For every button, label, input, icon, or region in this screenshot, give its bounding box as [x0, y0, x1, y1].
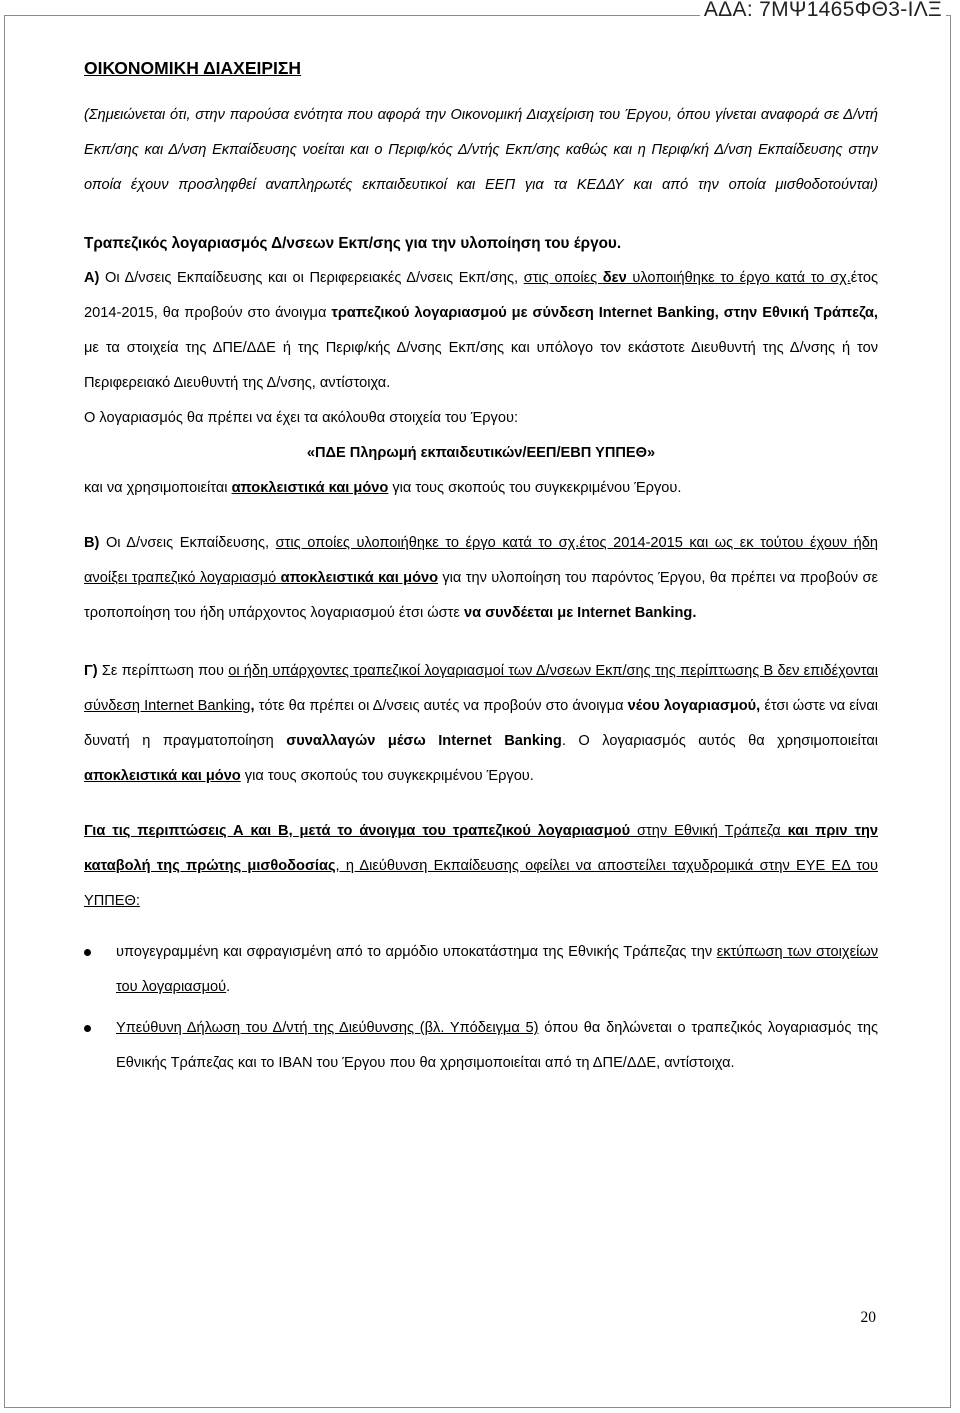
case-a-paragraph: Α) Οι Δ/νσεις Εκπαίδευσης και οι Περιφερειακές Δ/νσεις Εκπ/σης, στις οποίες δεν υλοποιήθηκε το έργο κατά το σχ.έτος 2014-2015, θα προβούν στο άνοιγμα τραπεζικού λογαριασμού με σύνδεση Internet Banking, στην Εθνική Τράπεζα, με τα στοιχεία της ΔΠΕ/ΔΔΕ ή της Περιφ/κής Δ/νσης Εκπ/σης και υπόλογο τον εκάστοτε Διευθυντή της Δ/νσης ή τον Περιφερειακό Διευθυντή της Δ/νσης, αντίστοιχα.: [84, 270, 879, 391]
account-name: «ΠΔΕ Πληρωμή εκπαιδευτικών/ΕΕΠ/ΕΒΠ ΥΠΠΕΘ»: [306, 445, 656, 461]
required-documents-list: [84, 935, 878, 1081]
case-c-label: Γ): [84, 663, 98, 679]
section-title: ΟΙΚΟΝΟΜΙΚΗ ΔΙΑΧΕΙΡΙΣΗ: [84, 58, 302, 78]
list-item: υπογεγραμμένη και σφραγισμένη από το αρμόδιο υποκατάστημα της Εθνικής Τράπεζας την εκτύπωση των στοιχείων του λογαριασμού.: [84, 935, 878, 1005]
case-a-label: Α): [84, 270, 100, 286]
bullet-icon: [84, 1025, 91, 1032]
case-b-paragraph: Β) Οι Δ/νσεις Εκπαίδευσης, στις οποίες υλοποιήθηκε το έργο κατά το σχ.έτος 2014-2015 και ως εκ τούτου έχουν ήδη ανοίξει τραπεζικό λογαριασμό αποκλειστικά και μόνο για την υλοποίηση του παρόντος Έργου, θα πρέπει να προβούν σε τροποποίηση του ήδη υπάρχοντος λογαριασμού έτσι ώστε να συνδέεται με Internet Banking.: [84, 535, 879, 621]
list-item: Υπεύθυνη Δήλωση του Δ/ντή της Διεύθυνσης (βλ. Υπόδειγμα 5) όπου θα δηλώνεται ο τραπεζικός λογαριασμός της Εθνικής Τράπεζας και το IBAN του Έργου που θα χρησιμοποιείται από τη ΔΠΕ/ΔΔΕ, αντίστοιχα.: [84, 1011, 878, 1081]
bullet-icon: [84, 949, 91, 956]
page-number: 20: [860, 1309, 876, 1326]
italic-note: (Σημειώνεται ότι, στην παρούσα ενότητα που αφορά την Οικονομική Διαχείριση του Έργου, όπου γίνεται αναφορά σε Δ/ντή Εκπ/σης και Δ/νση Εκπαίδευσης νοείται και ο Περιφ/κός Δ/ντής Εκπ/σης καθώς και η Περιφ/κή Δ/νση Εκπαίδευσης στην οποία έχουν προσληφθεί αναπληρωτές εκπαιδευτικοί και ΕΕΠ για τα ΚΕΔΔΥ και από την οποία μισθοδοτούνται): [84, 107, 878, 193]
final-instructions: Για τις περιπτώσεις Α και Β, μετά το άνοιγμα του τραπεζικού λογαριασμού στην Εθνική Τράπεζα και πριν την καταβολή της πρώτης μισθοδοσίας, η Διεύθυνση Εκπαίδευσης οφείλει να αποστείλει ταχυδρομικά στην ΕΥΕ ΕΔ του ΥΠΠΕΘ:: [84, 823, 878, 909]
case-b-label: Β): [84, 535, 100, 551]
case-c-paragraph: Γ) Σε περίπτωση που οι ήδη υπάρχοντες τραπεζικοί λογαριασμοί των Δ/νσεων Εκπ/σης της περίπτωσης Β δεν επιδέχονται σύνδεση Internet Banking, τότε θα πρέπει οι Δ/νσεις αυτές να προβούν στο άνοιγμα νέου λογαριασμού, έτσι ώστε να είναι δυνατή η πραγματοποίηση συναλλαγών μέσω Internet Banking. Ο λογαριασμός αυτός θα χρησιμοποιείται αποκλειστικά και μόνο για τους σκοπούς του συγκεκριμένου Έργου.: [84, 663, 878, 784]
subheading: Τραπεζικός λογαριασμός Δ/νσεων Εκπ/σης για την υλοποίηση του έργου.: [84, 235, 622, 252]
account-intro: Ο λογαριασμός θα πρέπει να έχει τα ακόλουθα στοιχεία του Έργου:: [84, 410, 518, 426]
account-use: και να χρησιμοποιείται αποκλειστικά και μόνο για τους σκοπούς του συγκεκριμένου Έργου.: [84, 480, 682, 496]
document-body: [84, 56, 878, 1081]
ada-code: ΑΔΑ: 7ΜΨ1465ΦΘ3-ΙΛΞ: [700, 0, 946, 22]
